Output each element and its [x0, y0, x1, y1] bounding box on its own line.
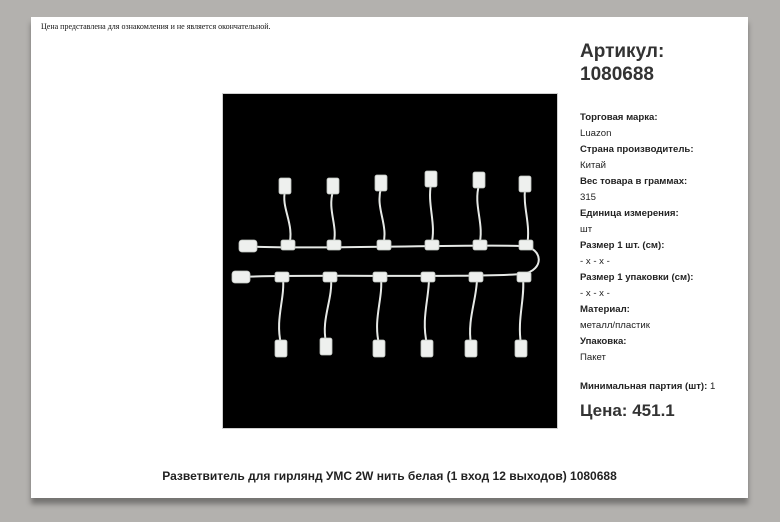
- product-title: Разветвитель для гирлянд УМС 2W нить белая (1 вход 12 выходов) 1080688: [162, 469, 617, 483]
- article-number: 1080688: [580, 64, 654, 85]
- prop-package-size-label: Размер 1 упаковки (см):: [580, 272, 694, 283]
- prop-weight-label: Вес товара в граммах:: [580, 176, 688, 187]
- product-photo: [222, 93, 558, 429]
- min-party: [580, 381, 715, 392]
- prop-size-value: - x - x -: [580, 256, 610, 267]
- article-label: Артикул:: [580, 41, 665, 62]
- price-notice: Цена представлена для ознакомления и не является окончательной.: [41, 22, 271, 31]
- prop-packaging-value: Пакет: [580, 352, 606, 363]
- prop-packaging-label: Упаковка:: [580, 336, 627, 347]
- prop-weight-value: 315: [580, 192, 597, 203]
- prop-size-label: Размер 1 шт. (см):: [580, 240, 665, 251]
- min-party-label: Минимальная партия (шт):: [580, 381, 708, 392]
- properties-list: [580, 110, 745, 366]
- price-value: 451.1: [632, 401, 675, 420]
- cable-splitter-image: [223, 94, 557, 428]
- prop-country-label: Страна производитель:: [580, 144, 694, 155]
- prop-brand-label: Торговая марка:: [580, 112, 658, 123]
- prop-material-label: Материал:: [580, 304, 630, 315]
- prop-unit-value: шт: [580, 224, 593, 235]
- product-sheet: [31, 17, 748, 498]
- prop-package-size-value: - x - x -: [580, 288, 610, 299]
- prop-unit-label: Единица измерения:: [580, 208, 679, 219]
- price-label: Цена:: [580, 401, 628, 420]
- prop-material-value: металл/пластик: [580, 320, 650, 331]
- prop-country-value: Китай: [580, 160, 606, 171]
- prop-brand-value: Luazon: [580, 128, 612, 139]
- price: [580, 401, 675, 421]
- min-party-value: 1: [709, 381, 716, 392]
